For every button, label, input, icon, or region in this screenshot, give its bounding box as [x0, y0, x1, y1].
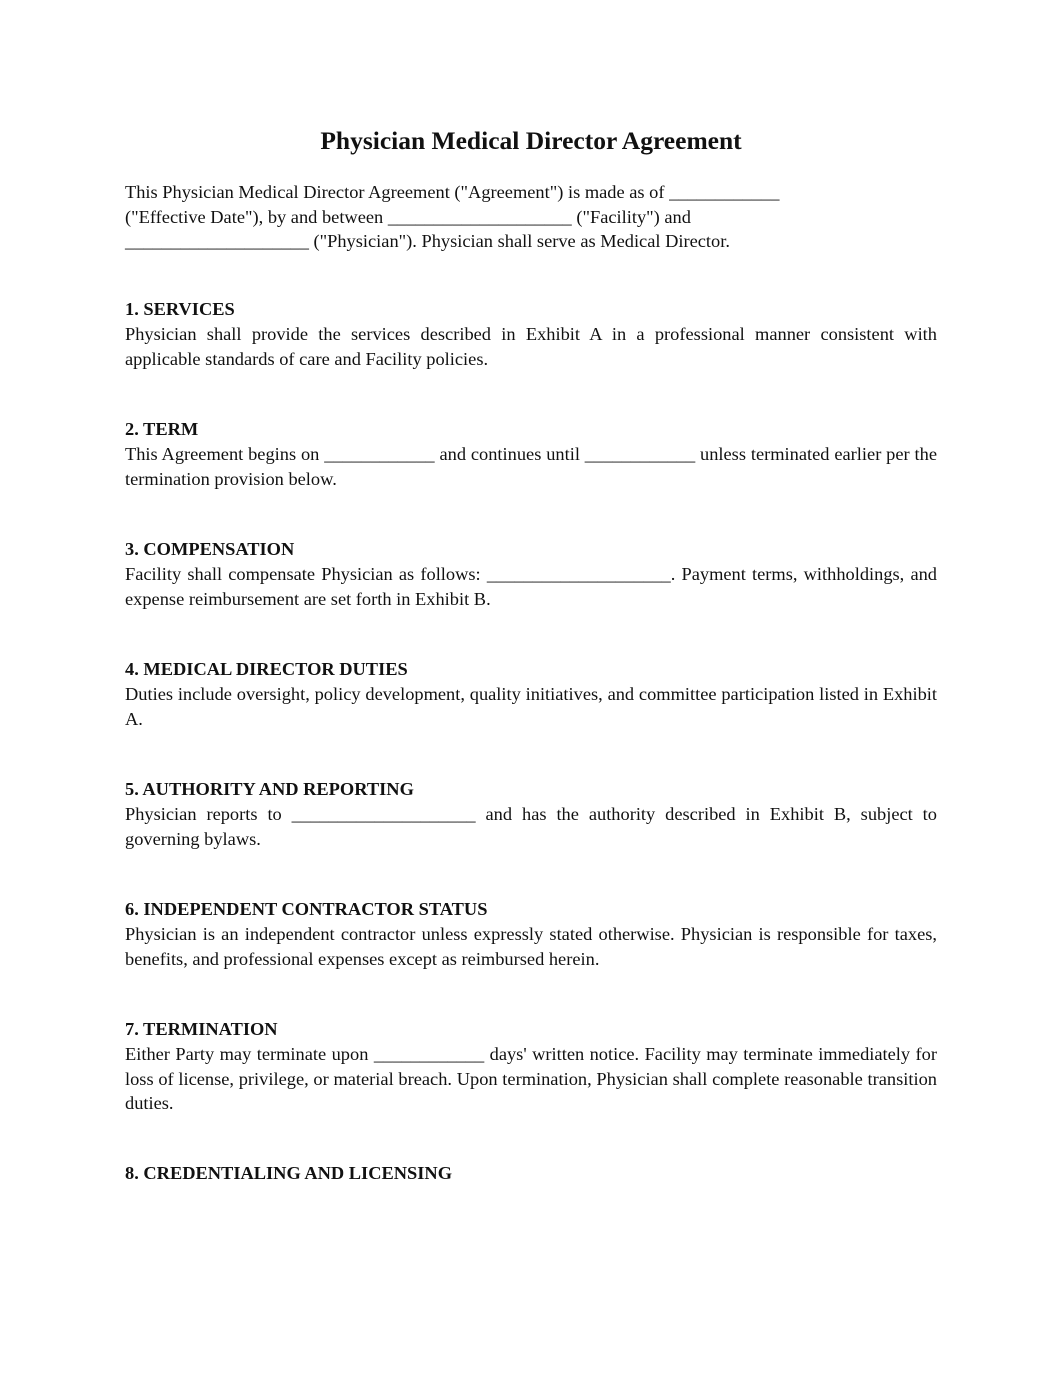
document-title: Physician Medical Director Agreement [320, 126, 742, 155]
section-body: This Agreement begins on ____________ and continues until ____________ unless terminated earlier per the termination provision below. [125, 444, 937, 489]
section-heading: 5. AUTHORITY AND REPORTING [125, 779, 414, 799]
section-independent-contractor-status [125, 896, 937, 971]
section-heading: 6. INDEPENDENT CONTRACTOR STATUS [125, 899, 488, 919]
section-compensation [125, 536, 937, 611]
section-medical-director-duties [125, 656, 937, 731]
section-body: Physician is an independent contractor unless expressly stated otherwise. Physician is responsible for taxes, benefits, and professional expenses except as reimbursed herein. [125, 924, 937, 969]
section-heading: 1. SERVICES [125, 299, 235, 319]
section-heading: 8. CREDENTIALING AND LICENSING [125, 1163, 453, 1183]
section-heading: 2. TERM [125, 419, 199, 439]
section-credentialing-and-licensing [125, 1160, 937, 1186]
section-heading: 3. COMPENSATION [125, 539, 295, 559]
section-heading: 4. MEDICAL DIRECTOR DUTIES [125, 659, 408, 679]
section-body: Either Party may terminate upon ____________ days' written notice. Facility may terminate immediately for loss of license, privilege, or material breach. Upon termination, Physician shall complete reasonable transition duties. [125, 1044, 937, 1113]
intro-line: ("Effective Date"), by and between ____________________ ("Facility") and [125, 206, 691, 227]
section-body: Duties include oversight, policy development, quality initiatives, and committee participation listed in Exhibit A. [125, 684, 937, 729]
section-authority-and-reporting [125, 776, 937, 851]
intro-line: ____________________ ("Physician"). Physician shall serve as Medical Director. [125, 231, 730, 251]
section-services [125, 296, 937, 371]
section-body: Physician shall provide the services described in Exhibit A in a professional manner consistent with applicable standards of care and Facility policies. [125, 324, 937, 369]
section-term [125, 416, 937, 491]
section-heading: 7. TERMINATION [125, 1019, 278, 1039]
intro-line: This Physician Medical Director Agreement ("Agreement") is made as of ____________ [125, 182, 780, 202]
section-body: Facility shall compensate Physician as follows: ____________________. Payment terms, withholdings, and expense reimbursement are set forth in Exhibit B. [125, 564, 937, 609]
section-termination [125, 1016, 937, 1116]
intro-paragraph [125, 180, 937, 254]
section-body: Physician reports to ____________________ and has the authority described in Exhibit B, subject to governing bylaws. [125, 804, 937, 849]
